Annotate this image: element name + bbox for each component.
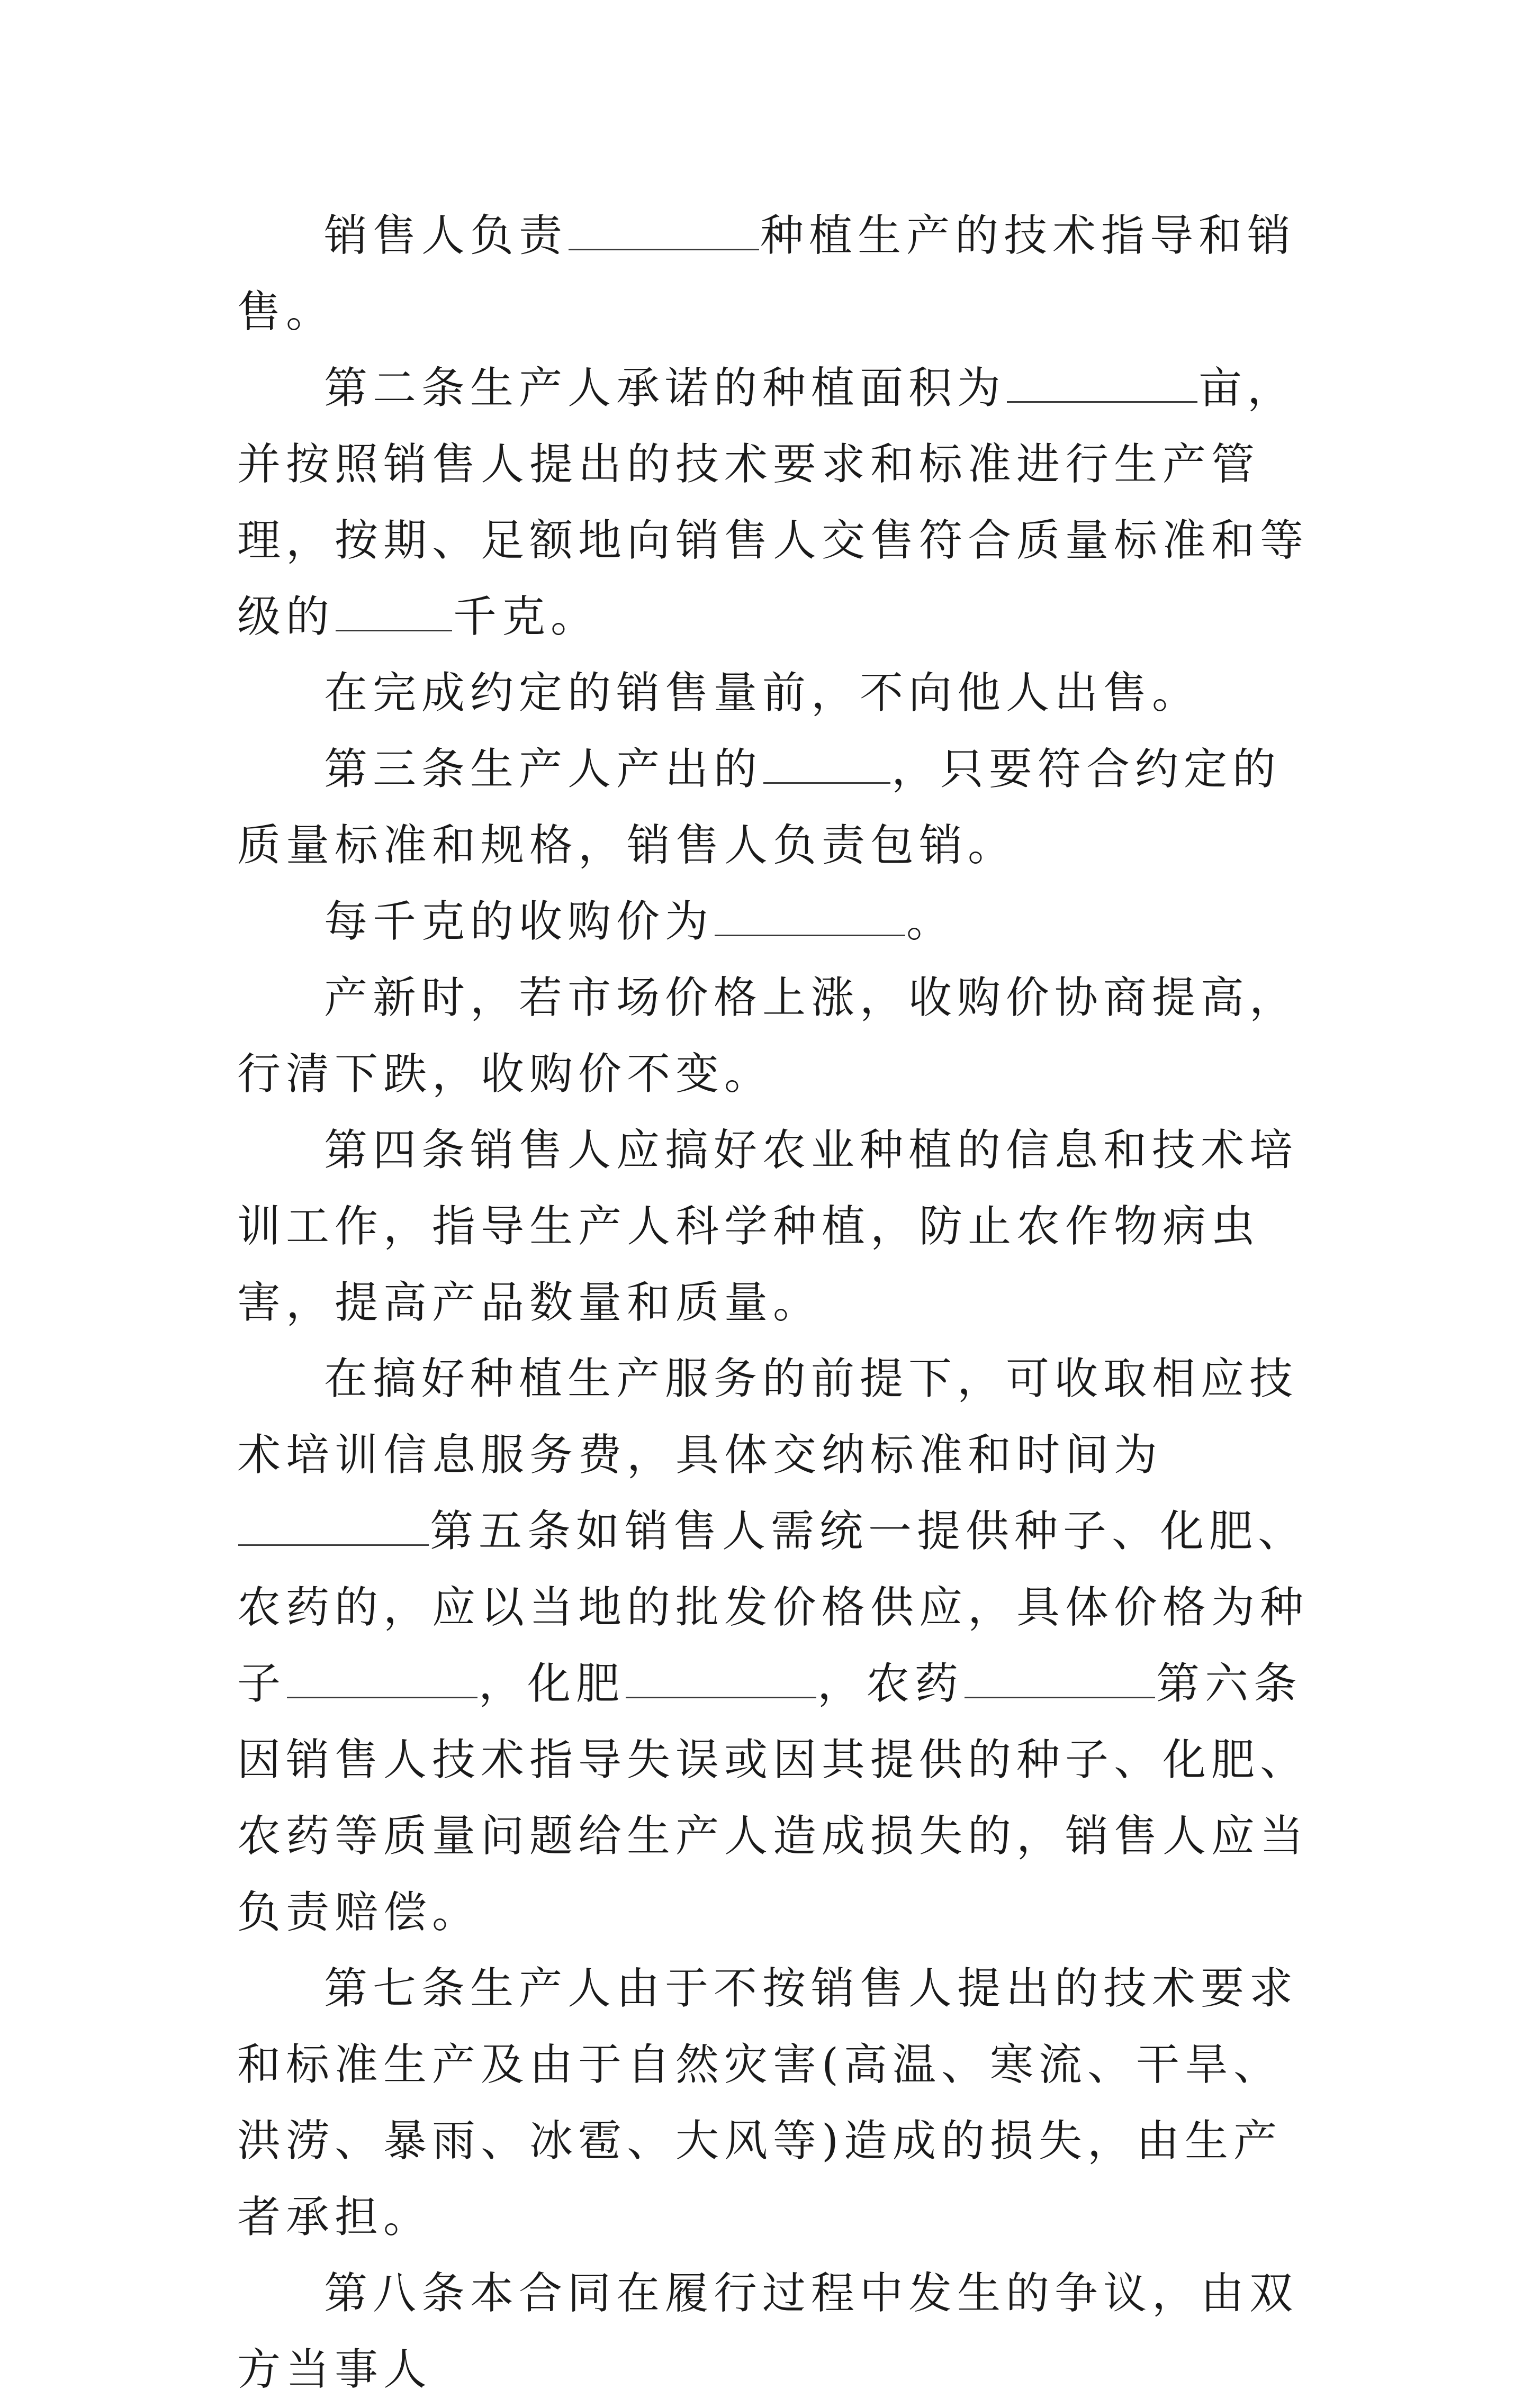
paragraph-service-fee-articles-5-6 <box>237 1341 1317 1951</box>
fill-in-blank <box>287 1660 477 1698</box>
text-segment: 第八条本合同在履行过程中发生的争议，由双方当事人 <box>237 2268 1299 2395</box>
paragraph-sales-responsibility <box>237 198 1317 350</box>
text-segment: 第七条生产人由于不按销售人提出的技术要求和标准生产及由于自然灾害(高温、寒流、干旱、洪涝、暴雨、冰雹、大风等)造成的损失，由生产者承担。 <box>237 1963 1299 2242</box>
fill-in-blank <box>715 898 905 936</box>
text-segment: 每千克的收购价为 <box>324 897 714 947</box>
text-segment: 第三条生产人产出的 <box>324 744 763 794</box>
fill-in-blank <box>336 593 452 631</box>
paragraph-article-3 <box>237 731 1317 884</box>
paragraph-article-4 <box>237 1112 1317 1341</box>
text-segment: ，只要符合约定的质量标准和规格，销售人负责包销。 <box>237 744 1282 871</box>
paragraph-article-2 <box>237 350 1317 655</box>
text-segment: 。 <box>906 897 956 947</box>
text-segment: 第六条因销售人技术指导失误或因其提供的种子、化肥、农药等质量问题给生产人造成损失的，销售人应当负责赔偿。 <box>237 1659 1309 1938</box>
contract-body <box>237 198 1317 2408</box>
fill-in-blank <box>569 212 759 250</box>
text-segment: 千克。 <box>453 592 600 642</box>
text-segment: 在完成约定的销售量前，不向他人出售。 <box>324 668 1201 718</box>
text-segment: 第五条如销售人需统一提供种子、化肥、农药的，应以当地的批发价格供应，具体价格为种子 <box>237 1506 1309 1709</box>
text-segment: 在搞好种植生产服务的前提下，可收取相应技术培训信息服务费，具体交纳标准和时间为 <box>237 1354 1299 1480</box>
fill-in-blank <box>626 1660 816 1698</box>
paragraph-price-adjustment <box>237 960 1317 1112</box>
paragraph-article-7 <box>237 1951 1317 2256</box>
fill-in-blank <box>238 1507 429 1546</box>
fill-in-blank <box>763 745 890 784</box>
paragraph-purchase-price <box>237 884 1317 960</box>
fill-in-blank <box>965 1660 1155 1698</box>
text-segment: ，农药 <box>817 1659 964 1709</box>
text-segment: ，化肥 <box>479 1659 625 1709</box>
text-segment: 产新时，若市场价格上涨，收购价协商提高，行清下跌，收购价不变。 <box>237 973 1299 1099</box>
paragraph-article-8 <box>237 2256 1317 2408</box>
paragraph-no-other-sales <box>237 655 1317 731</box>
text-segment: 亩，并按照销售人提出的技术要求和标准进行生产管理，按期、足额地向销售人交售符合质量标准和等级的 <box>237 363 1309 642</box>
text-segment: 第四条销售人应搞好农业种植的信息和技术培训工作，指导生产人科学种植，防止农作物病虫害，提高产品数量和质量。 <box>237 1125 1299 1328</box>
fill-in-blank <box>1007 364 1197 403</box>
text-segment: 第二条生产人承诺的种植面积为 <box>324 363 1006 413</box>
text-segment: 销售人负责 <box>324 211 568 261</box>
text-segment: 种植生产的技术指导和销售。 <box>237 211 1296 337</box>
